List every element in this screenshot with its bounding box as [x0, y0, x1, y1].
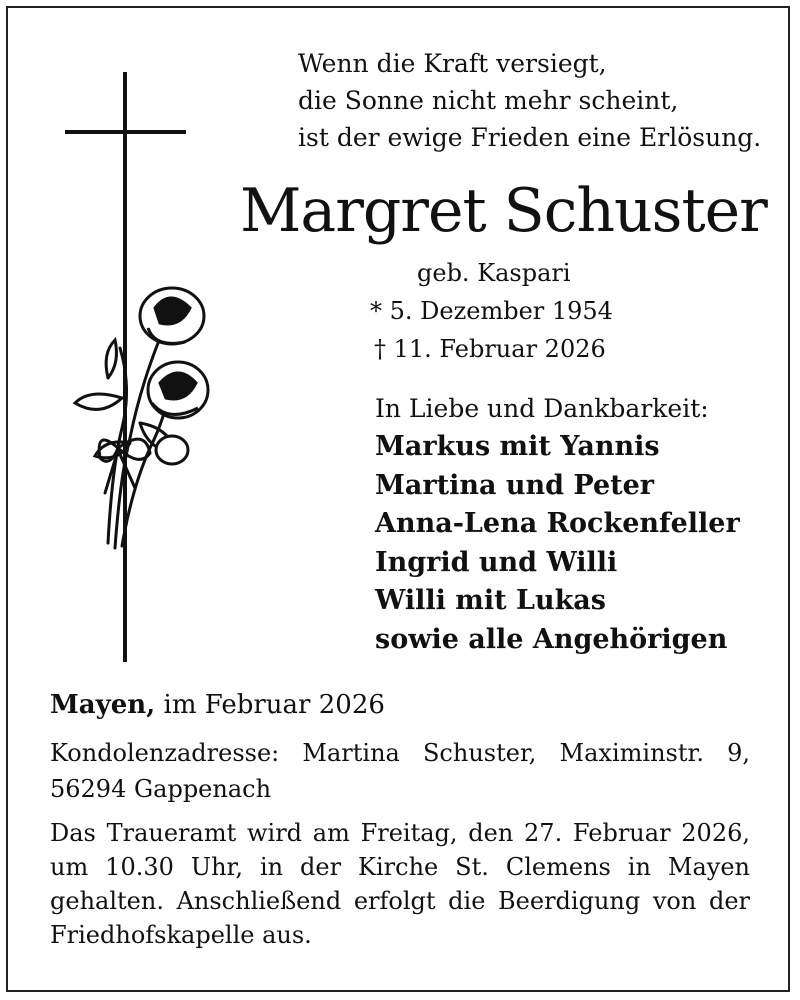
mourner-name: Willi mit Lukas	[375, 585, 606, 616]
place-date	[50, 688, 385, 722]
verse-line: die Sonne nicht mehr scheint,	[298, 86, 679, 115]
cross-icon-bar	[65, 130, 186, 134]
date: im Februar 2026	[155, 690, 385, 720]
mourner-name: Markus mit Yannis	[375, 431, 660, 462]
mourner-name: Ingrid und Willi	[375, 546, 618, 578]
birth-date: * 5. Dezember 1954	[370, 297, 613, 325]
mourner-name: sowie alle Angehörigen	[375, 623, 728, 655]
mourners-list	[375, 428, 740, 659]
mourner-name: Martina und Peter	[375, 469, 655, 501]
roses-icon	[60, 278, 230, 568]
service-info: Das Traueramt wird am Freitag, den 27. Februar 2026, um 10.30 Uhr, in der Kirche St. Clemens in Mayen gehalten. Anschließend erfolgt die Beerdigung von der Friedhofskapelle aus.	[50, 819, 750, 949]
verse-line: ist der ewige Frieden eine Erlösung.	[298, 123, 762, 152]
condolence-address-line1: Kondolenzadresse: Martina Schuster, Maximinstr. 9,	[50, 739, 750, 767]
verse-line: Wenn die Kraft versiegt,	[298, 49, 607, 78]
condolence-address-line2: 56294 Gappenach	[50, 775, 272, 803]
mourners-intro: In Liebe und Dankbarkeit:	[375, 394, 709, 423]
maiden-name: geb. Kaspari	[417, 259, 571, 287]
verse	[298, 45, 761, 156]
place: Mayen,	[50, 690, 156, 720]
mourner-name: Anna-Lena Rockenfeller	[375, 508, 740, 539]
deceased-name: Margret Schuster	[240, 176, 767, 246]
death-date: † 11. Februar 2026	[374, 335, 606, 363]
